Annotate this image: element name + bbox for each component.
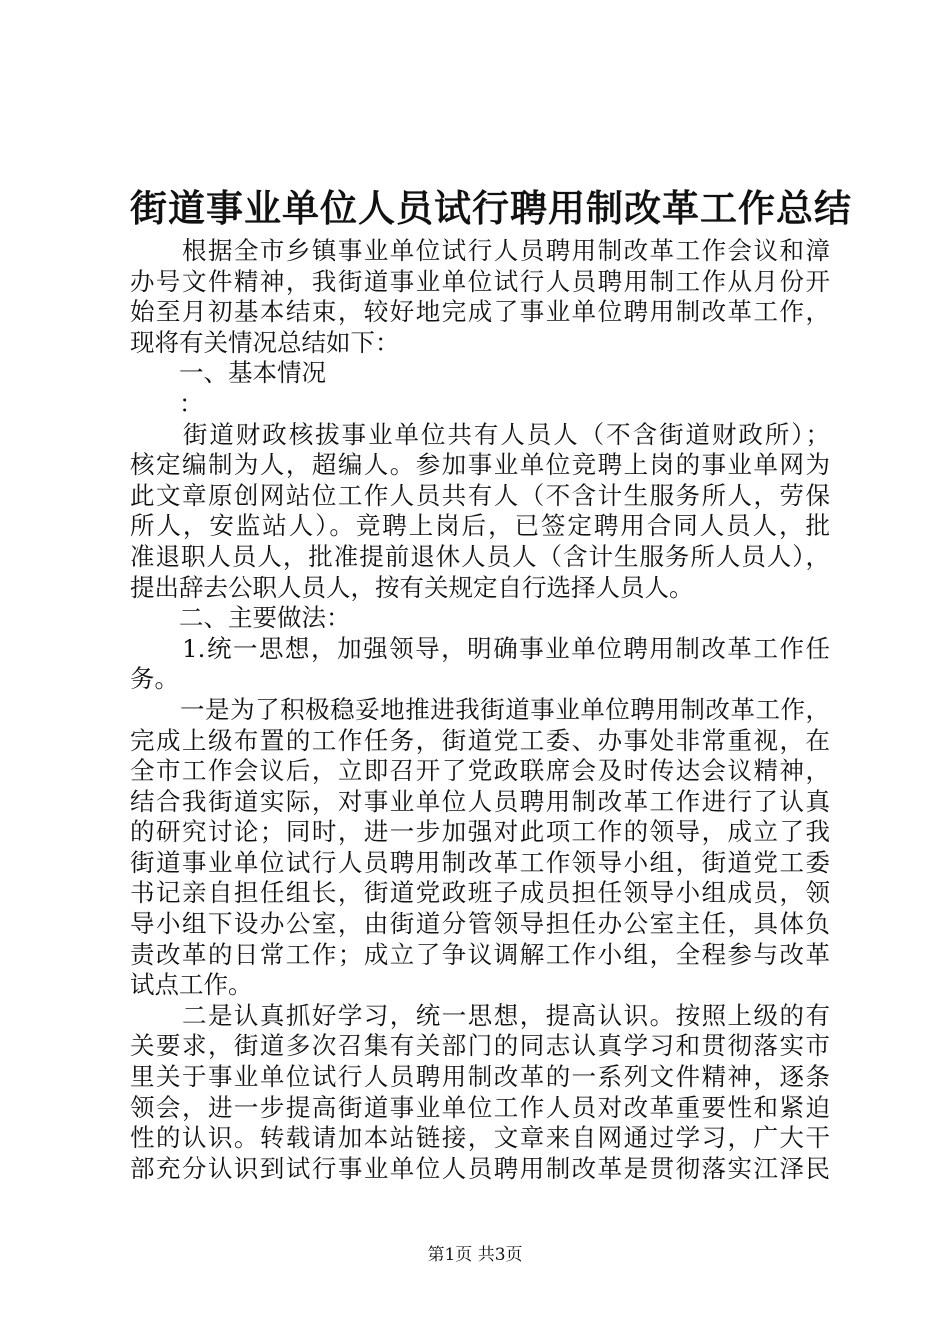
text-line: 现将有关情况总结如下： bbox=[130, 327, 400, 357]
text-line: ： bbox=[130, 388, 204, 418]
text-line: 所人，安监站人）。竞聘上岗后，已签定聘用合同人员人，批 bbox=[130, 511, 830, 541]
text-line: 准退职人员人，批准提前退休人员人（含计生服务所人员人）， bbox=[130, 541, 830, 571]
text-line: 街道事业单位试行人员聘用制改革工作领导小组，街道党工委 bbox=[130, 847, 830, 877]
text-line: 此文章原创网站位工作人员共有人（不含计生服务所人，劳保 bbox=[130, 480, 830, 510]
text-line: 性的认识。转载请加本站链接，文章来自网通过学习，广大干 bbox=[130, 1123, 830, 1153]
text-line: 二、主要做法： bbox=[130, 603, 351, 633]
document-title: 街道事业单位人员试行聘用制改革工作总结 bbox=[130, 186, 852, 230]
text-line: 试点工作。 bbox=[130, 970, 253, 1000]
text-line: 全市工作会议后，立即召开了党政联席会及时传达会议精神， bbox=[130, 756, 830, 786]
text-line: 办号文件精神，我街道事业单位试行人员聘用制工作从月份开 bbox=[130, 266, 830, 296]
document-body bbox=[130, 236, 830, 1184]
text-line: 里关于事业单位试行人员聘用制改革的一系列文件精神，逐条 bbox=[130, 1062, 830, 1092]
text-line: 二是认真抓好学习，统一思想，提高认识。按照上级的有 bbox=[130, 1000, 830, 1030]
text-line: 始至月初基本结束，较好地完成了事业单位聘用制改革工作， bbox=[130, 297, 830, 327]
text-line: 根据全市乡镇事业单位试行人员聘用制改革工作会议和漳 bbox=[130, 236, 830, 265]
text-line: 街道财政核拔事业单位共有人员人（不含街道财政所）； bbox=[130, 419, 830, 449]
text-line: 结合我街道实际，对事业单位人员聘用制改革工作进行了认真 bbox=[130, 786, 830, 816]
text-line: 一是为了积极稳妥地推进我街道事业单位聘用制改革工作， bbox=[130, 694, 830, 724]
text-line: 责改革的日常工作；成立了争议调解工作小组，全程参与改革 bbox=[130, 939, 830, 969]
text-line: 部充分认识到试行事业单位人员聘用制改革是贯彻落实江泽民 bbox=[130, 1153, 830, 1183]
text-line: 核定编制为人，超编人。参加事业单位竞聘上岗的事业单网为 bbox=[130, 450, 830, 480]
text-line: 务。 bbox=[130, 664, 179, 694]
text-line: 一、基本情况 bbox=[130, 358, 326, 388]
text-line: 领会，进一步提高街道事业单位工作人员对改革重要性和紧迫 bbox=[130, 1092, 830, 1122]
text-line: 关要求，街道多次召集有关部门的同志认真学习和贯彻落实市 bbox=[130, 1031, 830, 1061]
text-line: 提出辞去公职人员人，按有关规定自行选择人员人。 bbox=[130, 572, 694, 602]
text-line: 导小组下设办公室，由街道分管领导担任办公室主任，具体负 bbox=[130, 909, 830, 939]
text-line: 1.统一思想，加强领导，明确事业单位聘用制改革工作任 bbox=[130, 633, 830, 663]
page-footer: 第1页 共3页 bbox=[427, 1245, 523, 1265]
text-line: 完成上级布置的工作任务，街道党工委、办事处非常重视，在 bbox=[130, 725, 830, 755]
text-line: 书记亲自担任组长，街道党政班子成员担任领导小组成员，领 bbox=[130, 878, 830, 908]
text-line: 的研究讨论；同时，进一步加强对此项工作的领导，成立了我 bbox=[130, 817, 830, 847]
